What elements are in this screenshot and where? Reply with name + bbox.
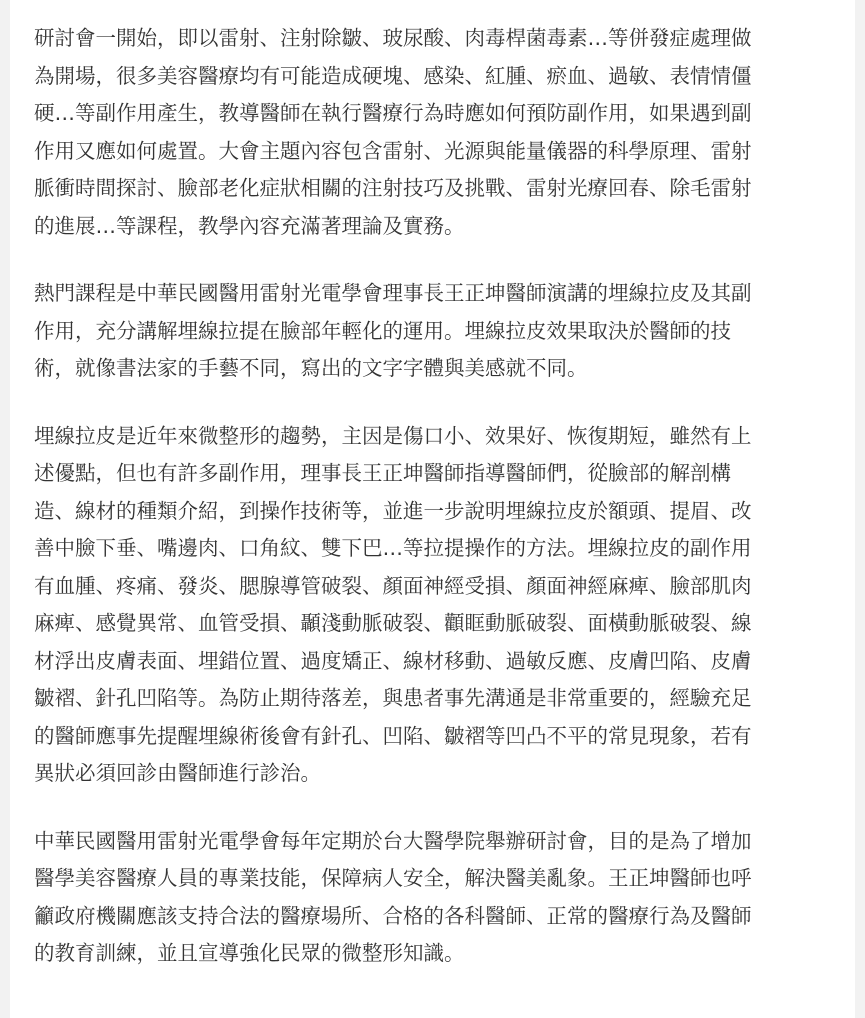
paragraph-symposium-opening: 研討會一開始，即以雷射、注射除皺、玻尿酸、肉毒桿菌毒素…等併發症處理做 為開場，很多美容醫療均有可能造成硬塊、感染、紅腫、瘀血、過敏、表情情僵 硬…等副作用產生，教導醫師在執行醫療行為時應如何預防副作用，如果遇到副 作用又應如何處置。大會主題內容包含雷射、光源與能量儀器的科學原理、雷射 脈衝時間探討、臉部老化症狀相關的注射技巧及挑戰、雷射光療回春、除毛雷射 的進展…等課程，教學內容充滿著理論及實務。	[34, 26, 752, 238]
paragraph-thread-lift-details: 埋線拉皮是近年來微整形的趨勢，主因是傷口小、效果好、恢復期短，雖然有上 述優點，但也有許多副作用，理事長王正坤醫師指導醫師們，從臉部的解剖構 造、線材的種類介紹，到操作技術等，並進一步說明埋線拉皮於額頭、提眉、改 善中臉下垂、嘴邊肉、口角紋、雙下巴…等拉提操作的方法。埋線拉皮的副作用 有血腫、疼痛、發炎、腮腺導管破裂、顏面神經受損、顏面神經麻痺、臉部肌肉 麻痺、感覺異常、血管受損、顳淺動脈破裂、顴眶動脈破裂、面橫動脈破裂、線 材浮出皮膚表面、埋錯位置、過度矯正、線材移動、過敏反應、皮膚凹陷、皮膚 皺褶、針孔凹陷等。為防止期待落差，與患者事先溝通是非常重要的，經驗充足 的醫師應事先提醒埋線術後會有針孔、凹陷、皺褶等凹凸不平的常見現象，若有 異狀必須回診由醫師進行診治。	[34, 423, 752, 785]
paragraph-popular-course: 熱門課程是中華民國醫用雷射光電學會理事長王正坤醫師演講的埋線拉皮及其副 作用，充分講解埋線拉提在臉部年輕化的運用。埋線拉皮效果取決於醫師的技 術，就像書法家的手藝不同，寫出的文字字體與美感就不同。	[34, 281, 752, 380]
paragraph-society-conclusion: 中華民國醫用雷射光電學會每年定期於台大醫學院舉辦研討會，目的是為了增加 醫學美容醫療人員的專業技能，保障病人安全，解決醫美亂象。王正坤醫師也呼 籲政府機關應該支持合法的醫療場所、合格的各科醫師、正常的醫療行為及醫師 的教育訓練，並且宣導強化民眾的微整形知識。	[34, 828, 752, 965]
article-body	[10, 0, 855, 1018]
